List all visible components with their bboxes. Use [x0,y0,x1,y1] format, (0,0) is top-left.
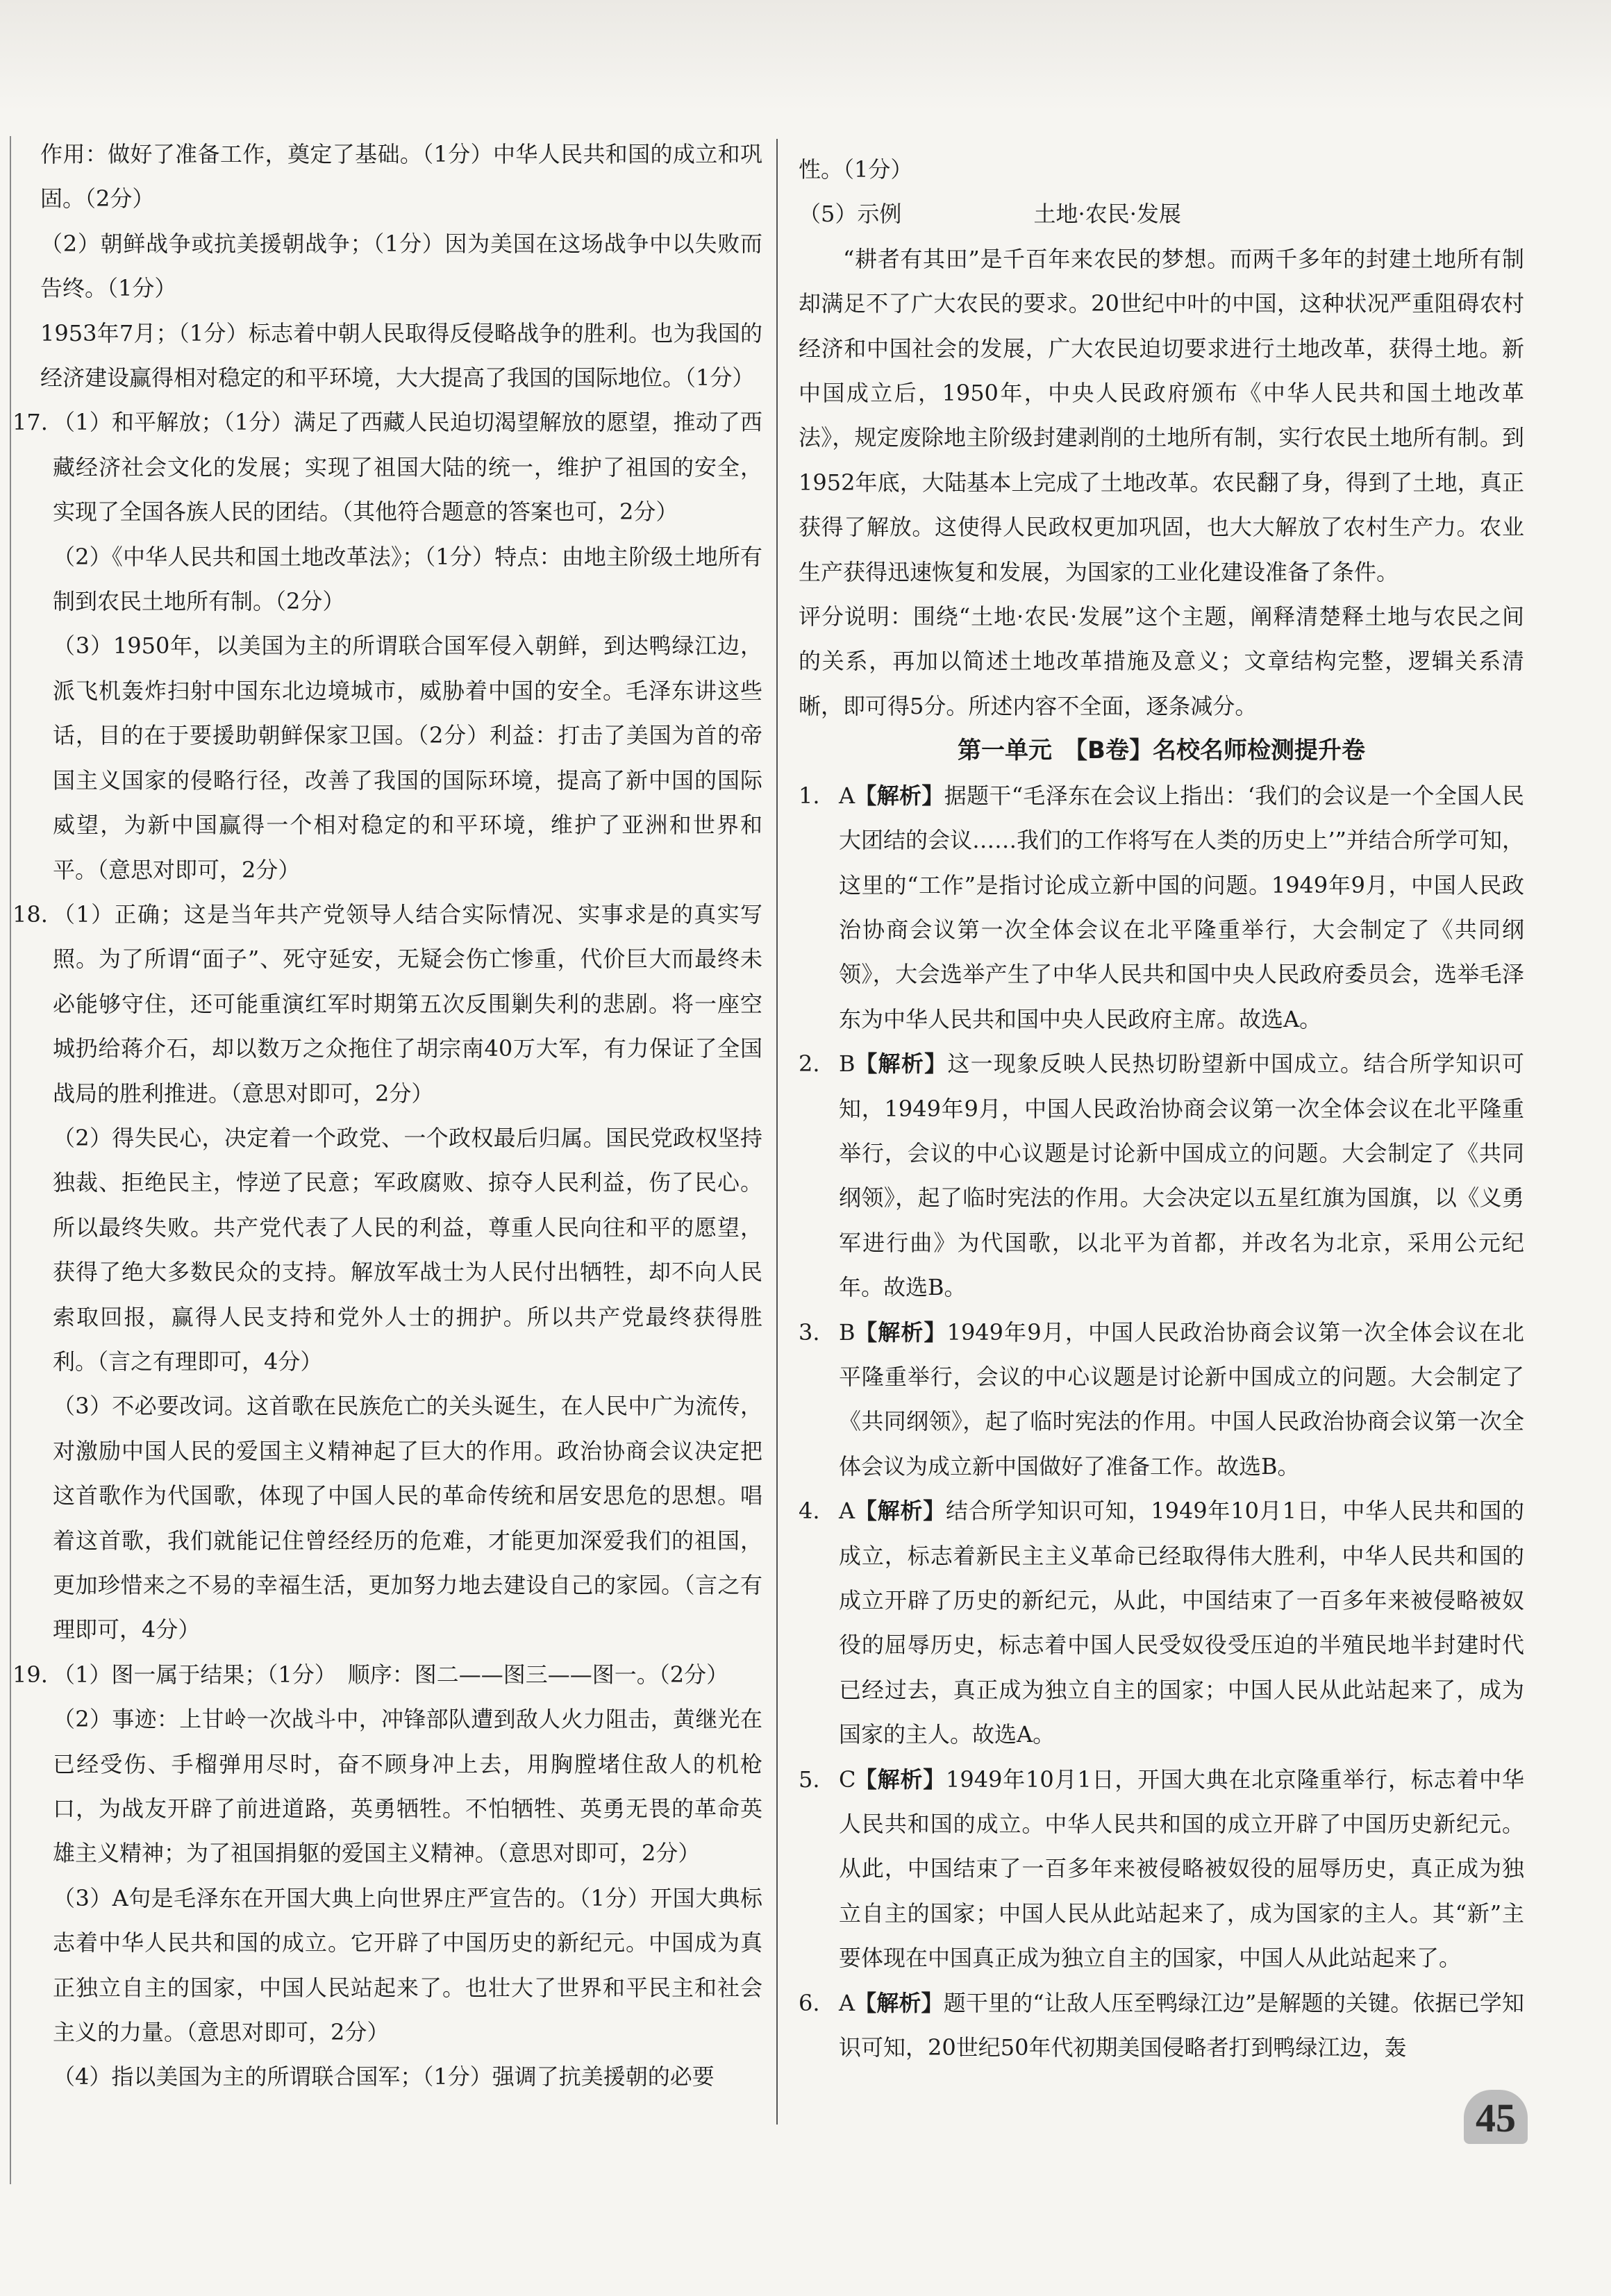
page-number: 45 [1464,2090,1528,2144]
section-title: 第一单元 【B卷】名校名师检测提升卷 [958,737,1365,765]
column-divider [776,139,778,2125]
essay-label: （5）示例 [799,201,902,228]
answer-letter: B [839,1318,855,1346]
answer-text [839,1041,1524,1309]
answer-letter: C [839,1766,856,1793]
answer-text [839,773,1524,1041]
answer-number: 2. [799,1050,820,1078]
analysis-text: 1949年9月，中国人民政治协商会议第一次全体会议在北平隆重举行，会议的中心议题是讨论新中国成立的问题。大会制定了《共同纲领》，起了临时宪法的作用。中国人民政治协商会议第一次全体会议为成立新中国做好了准备工作。故选B。 [839,1318,1524,1480]
answer-item [799,1310,1524,1489]
right-column [799,147,1524,2070]
analysis-text: 据题干“毛泽东在会议上指出：‘我们的会议是一个全国人民大团结的会议……我们的工作将写在人类的历史上’”并结合所学可知，这里的“工作”是指讨论成立新中国的问题。1949年9月，中国人民政治协商会议第一次全体会议在北平隆重举行，大会制定了《共同纲领》，大会选举产生了中华人民共和国中央人民政府委员会，选举毛泽东为中华人民共和国中央人民政府主席。故选A。 [839,782,1524,1032]
q17-part2: （2）《中华人民共和国土地改革法》；（1分）特点：由地主阶级土地所有制到农民土地所有制。（2分） [53,543,762,615]
answer-letter: B [839,1050,855,1078]
answer-item [799,1757,1524,1981]
q19-part2: （2）事迹：上甘岭一次战斗中，冲锋部队遭到敌人火力阻击，黄继光在已经受伤、手榴弹用尽时，奋不顾身冲上去，用胸膛堵住敌人的机枪口，为战友开辟了前进道路，英勇牺牲。不怕牺牲、英勇无畏的革命英雄主义精神；为了祖国捐躯的爱国主义精神。（意思对即可，2分） [53,1706,762,1867]
answer-letter: A [839,782,855,809]
q18-part1: （1）正确；这是当年共产党领导人结合实际情况、实事求是的真实写照。为了所谓“面子”、死守延安，无疑会伤亡惨重，代价巨大而最终未必能够守住，还可能重演红军时期第五次反围剿失利的悲剧。将一座空城扔给蒋介石，却以数万之众拖住了胡宗南40万大军，有力保证了全国战局的胜利推进。（意思对即可，2分） [53,900,762,1107]
analysis-text: 1949年10月1日，开国大典在北京隆重举行，标志着中华人民共和国的成立。中华人民共和国的成立开辟了中国历史新纪元。从此，中国结束了一百多年来被侵略被奴役的屈辱历史，真正成为独立自主的国家；中国人民从此站起来了，成为国家的主人。其“新”主要体现在中国真正成为独立自主的国家，中国人从此站起来了。 [839,1766,1524,1972]
answer-item [799,773,1524,1041]
answer-number: 3. [799,1318,820,1346]
essay-title: 土地·农民·发展 [1033,201,1181,228]
analysis-tag: 【解析】 [854,1050,948,1078]
answer-text [839,1489,1524,1757]
q17-part1: （1）和平解放；（1分）满足了西藏人民迫切渴望解放的愿望，推动了西藏经济社会文化的发展；实现了祖国大陆的统一，维护了祖国的安全，实现了全国各族人民的团结。（其他符合题意的答案也可，2分） [53,409,762,526]
answer-text [839,1757,1524,1981]
question-number: 19. [12,1661,48,1688]
q16-part2: （2）朝鲜战争或抗美援朝战争；（1分）因为美国在这场战争中以失败而告终。（1分） [40,230,762,302]
analysis-tag: 【解析】 [854,782,944,809]
q19-part3: （3）A句是毛泽东在开国大典上向世界庄严宣告的。（1分）开国大典标志着中华人民共和国的成立。它开辟了中国历史的新纪元。中国成为真正独立自主的国家，中国人民站起来了。也壮大了世界和平民主和社会主义的力量。（意思对即可，2分） [53,1884,762,2046]
question-number: 18. [12,900,48,928]
binding-edge-line [10,136,11,2184]
q19-part1: （1）图一属于结果；（1分） 顺序：图二——图三——图一。（2分） [53,1661,729,1688]
answer-item [799,1981,1524,2070]
question-18 [12,892,762,1116]
q19-continuation: 性。（1分） [799,156,913,183]
scoring-note: 评分说明：围绕“土地·农民·发展”这个主题，阐释清楚释土地与农民之间的关系，再加以简述土地改革措施及意义；文章结构完整，逻辑关系清晰，即可得5分。所述内容不全面，逐条减分。 [799,603,1524,719]
analysis-text: 结合所学知识可知，1949年10月1日，中华人民共和国的成立，标志着新民主主义革命已经取得伟大胜利，中华人民共和国的成立开辟了历史的新纪元，从此，中国结束了一百多年来被侵略被奴役的屈辱历史，标志着中国人民受奴役受压迫的半殖民地半封建时代已经过去，真正成为独立自主的国家；中国人民从此站起来了，成为国家的主人。故选A。 [839,1498,1524,1748]
answer-number: 6. [799,1989,820,2016]
page-header-shadow [0,0,1611,111]
essay-body: “耕者有其田”是千百年来农民的梦想。而两千多年的封建土地所有制却满足不了广大农民的要求。20世纪中叶的中国，这种状况严重阻碍农村经济和中国社会的发展，广大农民迫切要求进行土地改革，获得土地。新中国成立后，1950年，中央人民政府颁布《中华人民共和国土地改革法》，规定废除地主阶级封建剥削的土地所有制，实行农民土地所有制。到1952年底，大陆基本上完成了土地改革。农民翻了身，得到了土地，真正获得了解放。这使得人民政权更加巩固，也大大解放了农村生产力。农业生产获得迅速恢复和发展，为国家的工业化建设准备了条件。 [799,245,1524,585]
question-number: 17. [12,409,48,436]
answer-letter: A [839,1498,855,1525]
answer-list [799,773,1524,2070]
analysis-text: 这一现象反映人民热切盼望新中国成立。结合所学知识可知，1949年9月，中国人民政治协商会议第一次全体会议在北平隆重举行，会议的中心议题是讨论新中国成立的问题。大会制定了《共同纲领》，起了临时宪法的作用。大会决定以五星红旗为国旗，以《义勇军进行曲》为代国歌，以北平为首都，并改名为北京，采用公元纪年。故选B。 [839,1050,1524,1301]
analysis-text: 题干里的“让敌人压至鸭绿江边”是解题的关键。依据已学知识可知，20世纪50年代初期美国侵略者打到鸭绿江边，轰 [839,1989,1524,2061]
answer-item [799,1489,1524,1757]
question-17 [12,400,762,534]
answer-number: 4. [799,1498,820,1525]
q18-part2: （2）得失民心，决定着一个政党、一个政权最后归属。国民党政权坚持独裁、拒绝民主，悖逆了民意；军政腐败、掠夺人民利益，伤了民心。所以最终失败。共产党代表了人民的利益，尊重人民向往和平的愿望，获得了绝大多数民众的支持。解放军战士为人民付出牺牲，却不向人民索取回报，赢得人民支持和党外人士的拥护。所以共产党最终获得胜利。（言之有理即可，4分） [53,1124,762,1375]
analysis-tag: 【解析】 [854,1498,946,1525]
q18-part3: （3）不必要改词。这首歌在民族危亡的关头诞生，在人民中广为流传，对激励中国人民的爱国主义精神起了巨大的作用。政治协商会议决定把这首歌作为代国歌，体现了中国人民的革命传统和居安思危的思想。唱着这首歌，我们就能记住曾经经历的危难，才能更加深爱我们的祖国，更加珍惜来之不易的幸福生活，更加努力地去建设自己的家园。（言之有理即可，4分） [53,1393,762,1643]
q19-part4: （4）指以美国为主的所谓联合国军；（1分）强调了抗美援朝的必要 [53,2063,715,2090]
q16-continuation: 作用：做好了准备工作，奠定了基础。（1分）中华人民共和国的成立和巩固。（2分） [40,141,762,212]
analysis-tag: 【解析】 [854,1318,947,1346]
answer-text [839,1981,1524,2070]
answer-text [839,1310,1524,1489]
answer-number: 1. [799,782,820,809]
answer-number: 5. [799,1766,820,1793]
q17-part3: （3）1950年，以美国为主的所谓联合国军侵入朝鲜，到达鸭绿江边，派飞机轰炸扫射中国东北边境城市，威胁着中国的安全。毛泽东讲这些话，目的在于要援助朝鲜保家卫国。（2分）利益：打击了美国为首的帝国主义国家的侵略行径，改善了我国的国际环境，提高了新中国的国际威望，为新中国赢得一个相对稳定的和平环境，维护了亚洲和世界和平。（意思对即可，2分） [53,632,762,883]
analysis-tag: 【解析】 [854,1989,944,2016]
question-19 [12,1652,762,1697]
answer-item [799,1041,1524,1309]
answer-letter: A [839,1989,855,2016]
essay-heading [799,192,1524,236]
analysis-tag: 【解析】 [854,1766,946,1793]
left-column [12,132,762,2100]
q16-part3: 1953年7月；（1分）标志着中朝人民取得反侵略战争的胜利。也为我国的经济建设赢得相对稳定的和平环境，大大提高了我国的国际地位。（1分） [40,319,762,392]
